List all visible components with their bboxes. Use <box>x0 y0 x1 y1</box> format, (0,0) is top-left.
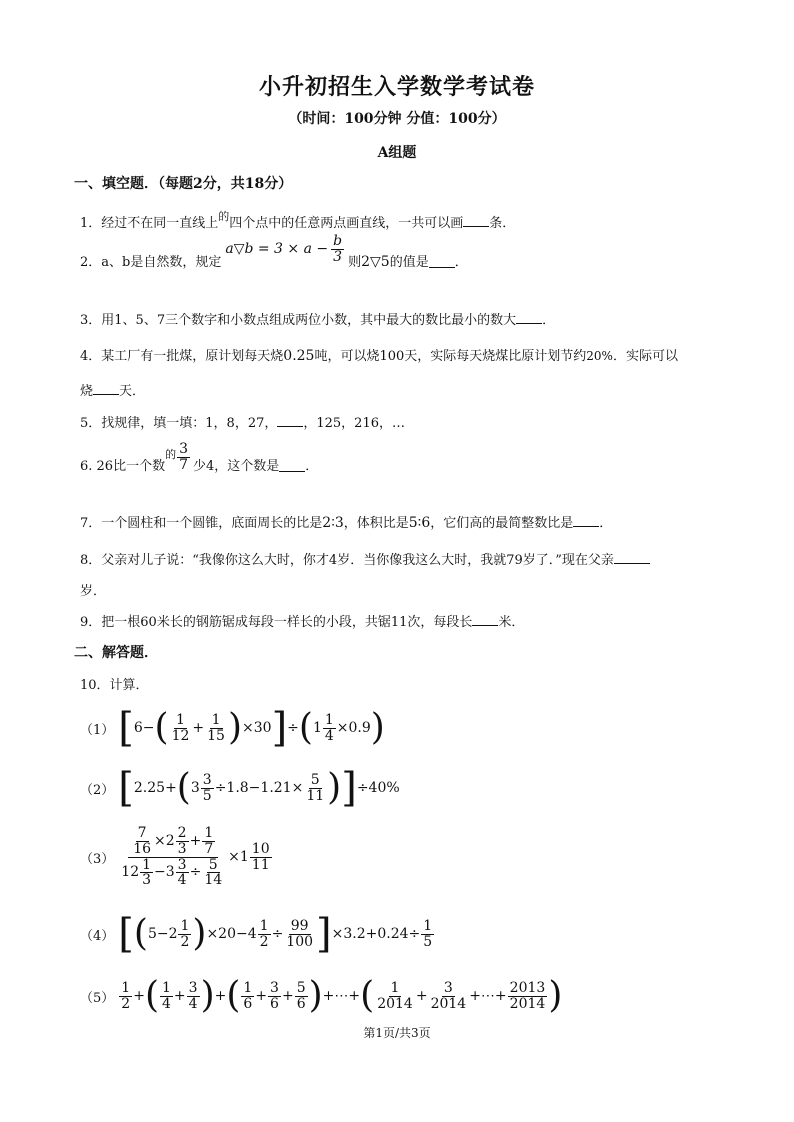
page-title: 小升初招生入学数学考试卷 <box>258 74 535 100</box>
question-7: 7．一个圆柱和一个圆锥，底面周长的比是2∶3，体积比是5∶6，它们高的最简整数比是 ． <box>80 515 613 531</box>
question-2: 2．a、b是自然数，规定 a▽b = 3 × a − $\frac{b}{3}$ 则 2▽5 的值是 ． <box>80 233 468 271</box>
question-10: 10．计算． <box>80 678 149 693</box>
question-1: 1．经过不在同一直线上$^的$四个点中的任意两点画直线，一共可以画 条． <box>80 210 516 231</box>
calc-item-3: （3） $\frac{7}{16}$ ×2 $\frac{2}{3}$ + $\frac{1}{7}$ 12 $\frac{1}{3}$ −3 $\frac{3}{4}$ ÷ $\frac{5}{14}$ ×1 $\frac{10}{11}$ <box>80 825 270 889</box>
question-3: 3．用1、5、7三个数字和小数点组成两位小数，其中最大的数比最小的数大 ． <box>80 313 556 328</box>
question-5: 5．找规律，填一填：1，8，27， ，125，216，… <box>80 416 405 431</box>
question-8-cont: 岁． <box>80 584 107 599</box>
question-4: 4．某工厂有一批煤，原计划每天烧0.25吨，可以烧100天，实际每天烧煤比原计划节约20%．实际可以 <box>80 348 678 364</box>
operator-definition: a▽b = 3 × a − $\frac{b}{3}$ <box>225 233 343 265</box>
calc-item-4: （4） [ ( 5−2 $\frac{1}{2}$ ) ×20−4 $\frac{1}{2}$ ÷ $\frac{99}{100}$ ] ×3.2+0.24÷ $\frac{1}{5}$ <box>80 911 433 957</box>
exam-info: （时间：100分钟 分值：100分） <box>288 111 506 127</box>
section-fill-blank-heading: 一、填空题．（每题2分，共18分） <box>74 176 293 192</box>
calc-item-5: （5） $\frac{1}{2}$ + ( $\frac{1}{4}$ + $\frac{3}{4}$ ) + ( $\frac{1}{6}$ + $\frac{3}{6}$ + $\frac{5}{6}$ ) +⋯+ ( $\frac{1}{2014}$ + $\frac{3}{2014}$ +⋯+ $\frac{2013}{2014}$ ) <box>80 975 563 1016</box>
question-4-cont: 烧 天． <box>80 384 146 399</box>
calc-item-1: （1） [ 6− ( $\frac{1}{12}$ + $\frac{1}{15}$ ) ×30 ] ÷ ( 1 $\frac{1}{4}$ ×0.9 ) <box>80 705 385 751</box>
calc-item-2: （2） [ 2.25+ ( 3 $\frac{3}{5}$ ÷1.8−1.21× $\frac{5}{11}$ ) ] ÷40% <box>80 765 400 811</box>
group-label: A组题 <box>377 145 417 161</box>
question-9: 9．把一根60米长的钢筋锯成每段一样长的小段，共锯11次，每段长 米． <box>80 615 525 630</box>
page-footer: 第1页/共3页 <box>363 1026 431 1040</box>
question-6: 6. 26比一个数 的 $\frac{3}{7}$ 少4，这个数是 ． <box>80 441 319 475</box>
question-8: 8．父亲对儿子说：“我像你这么大时，你才4岁．当你像我这么大时，我就79岁了．”现在父亲 <box>80 549 650 568</box>
section-solve-heading: 二、解答题． <box>74 645 158 661</box>
